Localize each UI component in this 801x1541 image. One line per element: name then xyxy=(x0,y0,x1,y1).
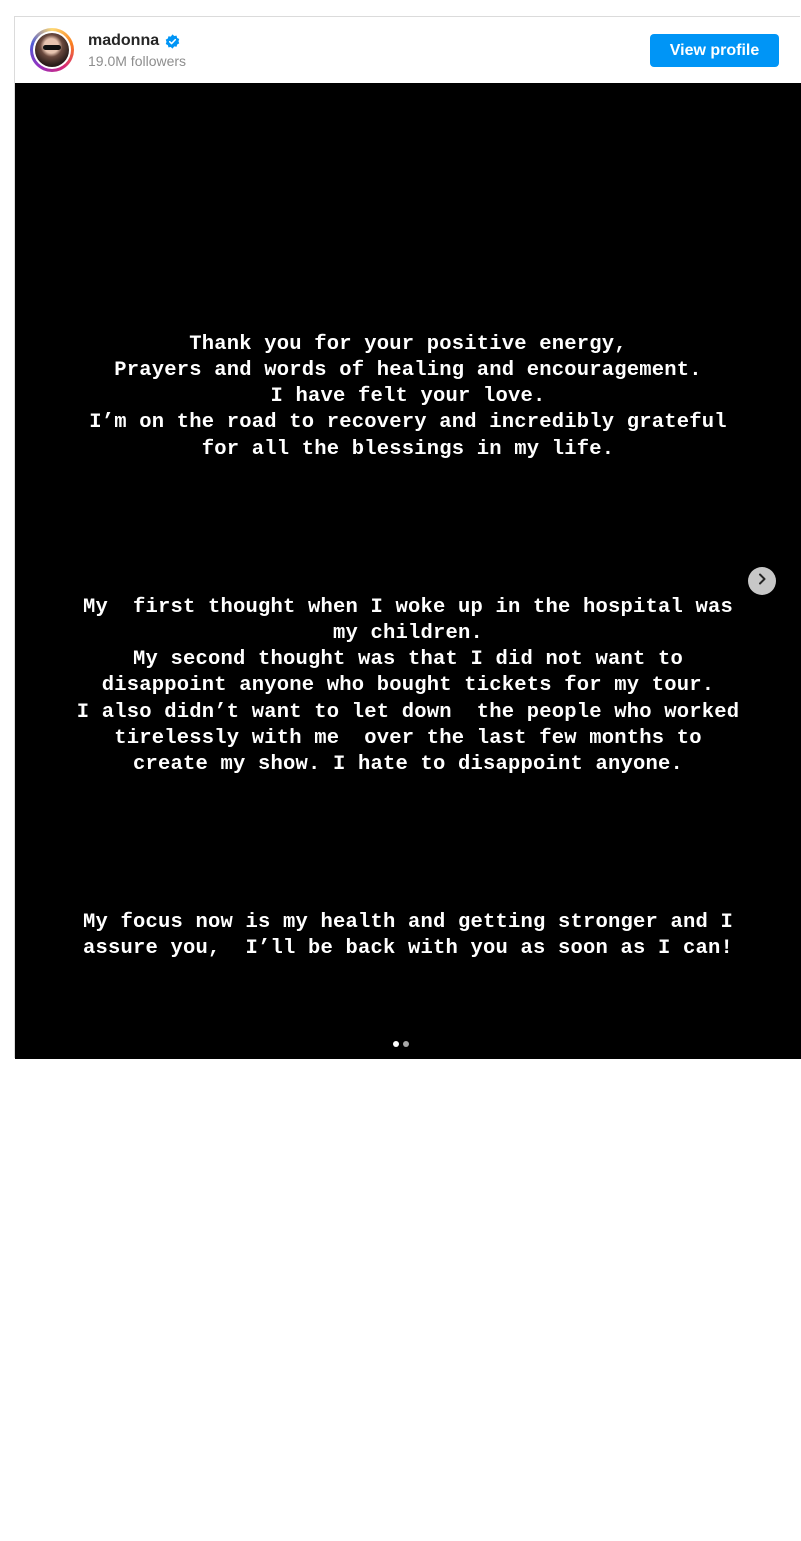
paragraph-grateful: I couldn’t be more grateful for your care and support. xyxy=(126,1279,690,1329)
carousel-indicator xyxy=(393,1041,409,1047)
instagram-embed-card xyxy=(14,16,800,1487)
avatar-photo xyxy=(35,33,69,67)
paragraph-plan: The current plan is to reschedule the North American leg of the tour and to begin in October in Europe. xyxy=(82,1095,734,1145)
chevron-right-icon xyxy=(756,572,768,590)
verified-badge-icon xyxy=(165,34,180,49)
profile-avatar[interactable] xyxy=(30,28,74,72)
paragraph-focus: My focus now is my health and getting stronger and I assure you, I’ll be back with you as soon as I can! xyxy=(82,911,734,961)
paragraph-thank-you: Thank you for your positive energy, Prayers and words of healing and encouragement. I have felt your love. I’m on the road to recovery and incredibly grateful for all the blessings in my life. xyxy=(89,332,727,461)
carousel-dot-2 xyxy=(403,1041,409,1047)
view-profile-button[interactable]: View profile xyxy=(650,34,779,67)
post-image[interactable] xyxy=(15,83,801,1487)
paragraph-first-thought: My first thought when I woke up in the hospital was my children. My second thought was that I did not want to disappoint anyone who bought tickets for my tour. I also didn’t want to let down the people who worked tirelessly with me over the last few months to create my show. I hate to disappoint anyone. xyxy=(76,595,740,777)
carousel-dot-1 xyxy=(393,1041,399,1047)
username[interactable]: madonna xyxy=(88,32,160,49)
carousel-next-button[interactable] xyxy=(748,567,776,595)
username-row xyxy=(88,32,180,50)
post-header xyxy=(15,17,801,83)
signature: Love,M xyxy=(370,1463,446,1487)
follower-count: 19.0M followers xyxy=(88,53,187,69)
letter-text xyxy=(15,279,801,1541)
